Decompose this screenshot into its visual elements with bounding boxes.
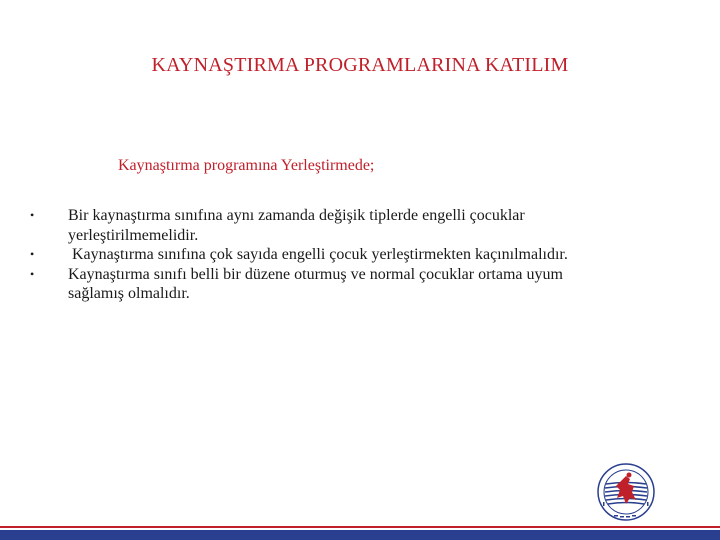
bullet-text: Kaynaştırma sınıfına çok sayıda engelli çocuk yerleştirmekten kaçınılmalıdır.	[68, 246, 568, 263]
university-seal-icon	[596, 462, 656, 522]
bullet-text: Kaynaştırma sınıfı belli bir düzene oturmuş ve normal çocuklar ortama uyum sağlamış olmalıdır.	[68, 265, 563, 302]
footer-band	[0, 526, 720, 540]
bullet-list	[28, 206, 608, 304]
slide-title: KAYNAŞTIRMA PROGRAMLARINA KATILIM	[151, 54, 569, 76]
bullet-item	[28, 206, 608, 245]
slide-subtitle: Kaynaştırma programına Yerleştirmede;	[118, 157, 375, 174]
footer-stripe-red	[0, 526, 720, 528]
bullet-marker: •	[30, 266, 35, 281]
bullet-item	[28, 265, 608, 304]
bullet-marker: •	[30, 208, 35, 222]
seal-graphic	[596, 462, 656, 522]
bullet-marker: •	[30, 247, 35, 261]
footer-stripe-blue	[0, 530, 720, 540]
bullet-item	[28, 245, 608, 265]
bullet-text: Bir kaynaştırma sınıfına aynı zamanda değişik tiplerde engelli çocuklar yerleştirilmemelidir.	[68, 207, 525, 244]
